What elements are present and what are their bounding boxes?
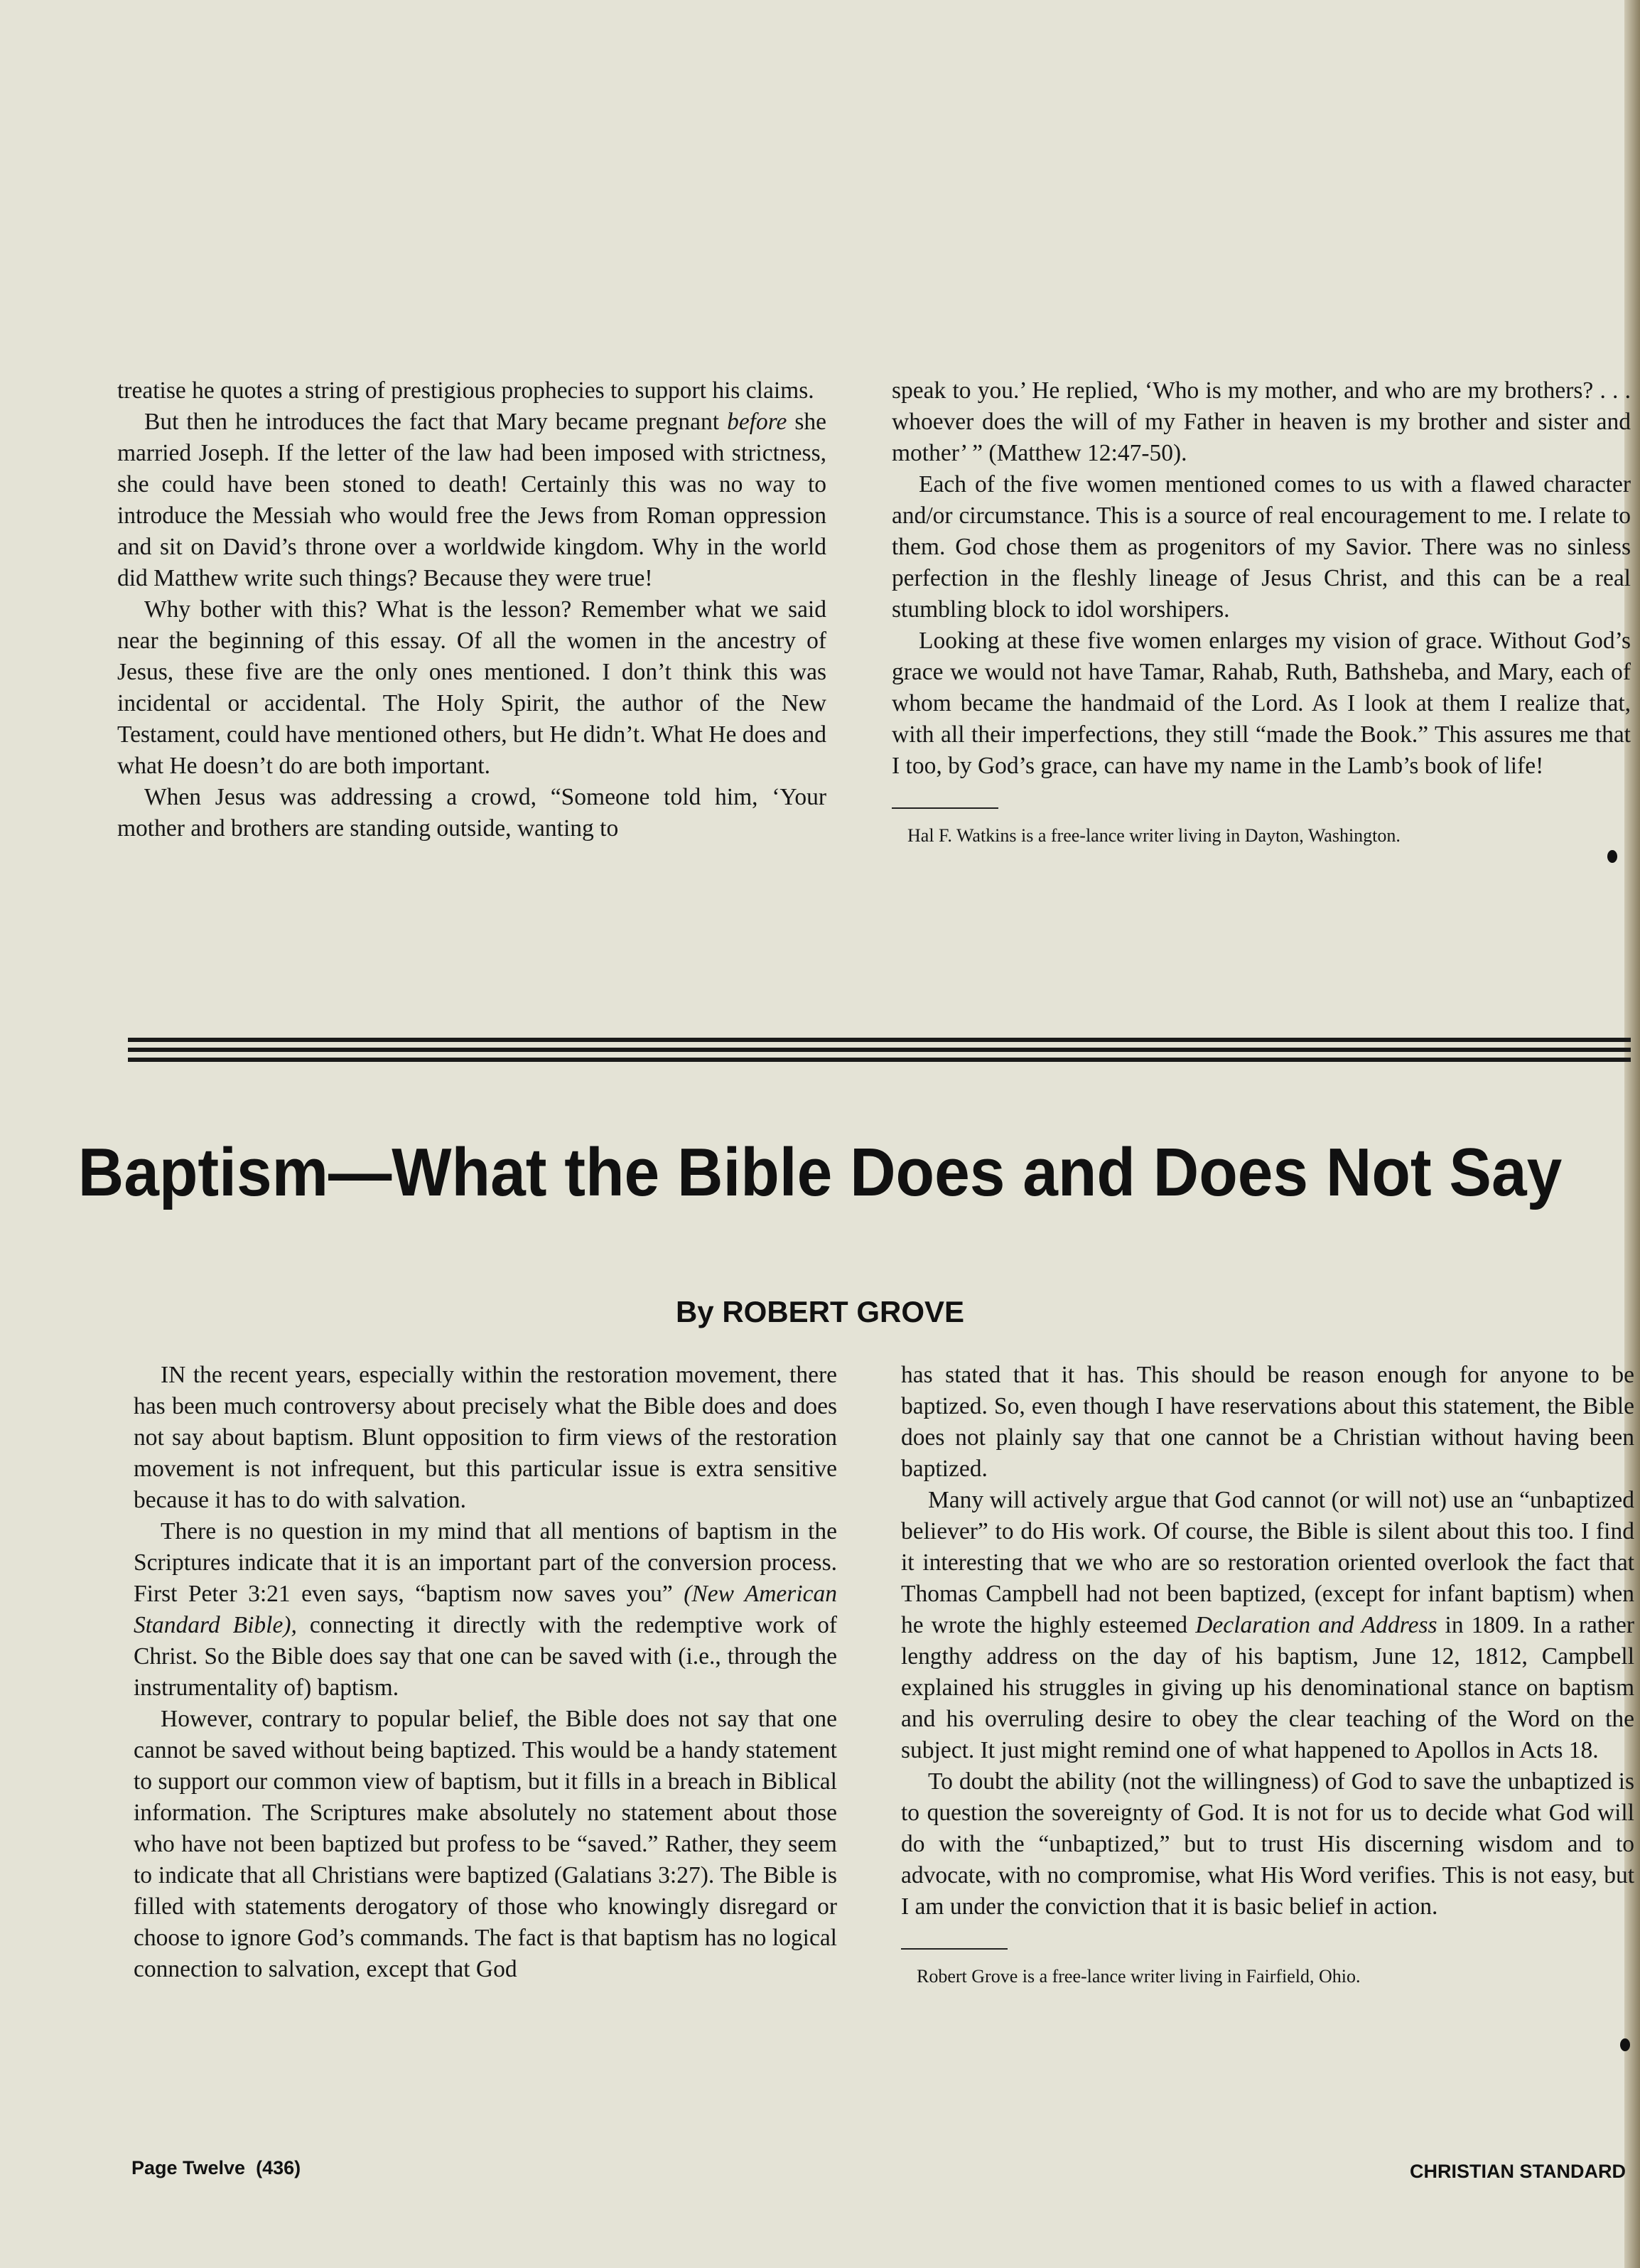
paragraph: treatise he quotes a string of prestigious prophecies to support his claims. — [117, 377, 814, 404]
paragraph: To doubt the ability (not the willingness) of God to save the unbaptized is to question the sovereignty of God. It is not for us to decide what God will do with the “unbaptized,” but to trust His discerning wisdom and to advocate, with no compromise, what His Word verifies. This is not easy, but I am under the conviction that it is basic belief in action. — [901, 1768, 1634, 1920]
paragraph: Each of the five women mentioned comes to us with a flawed character and/or circumstance. This is a source of real encouragement to me. I relate to them. God chose them as progenitors of my Savior. There was no sinless perfection in the fleshly lineage of Jesus Christ, and this can be a real stumbling block to idol worshipers. — [892, 471, 1631, 623]
article-headline: Baptism—What the Bible Does and Does Not Say — [77, 1134, 1563, 1210]
paragraph: Many will actively argue that God cannot (or will not) use an “unbaptized believer” to do His work. Of course, the Bible is silent about this too. I find it interesting that we who are so restoration oriented overlook the fact that Thomas Campbell had not been baptized, (except for infant baptism) when he wrote the highly esteemed Declaration and Address in 1809. In a rather lengthy address on the day of his baptism, June 12, 1812, Campbell explained his struggles in giving up his denominational stance on baptism and his overruling desire to obey the clear teaching of the Word on the subject. It just might remind one of what happened to Apollos in Acts 18. — [901, 1487, 1634, 1763]
paragraph: Looking at these five women enlarges my vision of grace. Without God’s grace we would not have Tamar, Rahab, Ruth, Bathsheba, and Mary, each of whom became the handmaid of the Lord. As I look at them I realize that, with all their imperfections, they still “made the Book.” This assures me that I too, by God’s grace, can have my name in the Lamb’s book of life! — [892, 628, 1631, 779]
bio-rule — [892, 807, 998, 809]
publication-name: CHRISTIAN STANDARD — [1410, 2161, 1626, 2182]
paragraph: Why bother with this? What is the lesson? Remember what we said near the beginning of this essay. Of all the women in the ancestry of Jesus, these five are the only ones mentioned. I don’t think this was incidental or accidental. The Holy Spirit, the author of the New Testament, could have mentioned others, but He didn’t. What He does and what He doesn’t do are both important. — [117, 596, 826, 779]
article-right-column — [901, 1360, 1634, 1988]
end-mark — [1620, 2038, 1630, 2051]
article-byline: By ROBERT GROVE — [675, 1295, 965, 1328]
paragraph: When Jesus was addressing a crowd, “Someone told him, ‘Your mother and brothers are standing outside, wanting to — [117, 784, 826, 842]
article-left-column — [134, 1360, 837, 1985]
paragraph: But then he introduces the fact that Mary became pregnant before she married Joseph. If the letter of the law had been imposed with strictness, she could have been stoned to death! Certainly this was no way to introduce the Messiah who would free the Jews from Roman oppression and sit on David’s throne over a worldwide kingdom. Why in the world did Matthew write such things? Because they were true! — [117, 409, 827, 591]
paragraph: There is no question in my mind that all mentions of baptism in the Scriptures indicate that it is an important part of the conversion process. First Peter 3:21 even says, “baptism now saves you” (New American Standard Bible), connecting it directly with the redemptive work of Christ. So the Bible does say that one can be saved with (i.e., through the instrumentality of) baptism. — [134, 1518, 837, 1701]
paragraph: IN the recent years, especially within the restoration movement, there has been much controversy about precisely what the Bible does and does not say about baptism. Blunt opposition to firm views of the restoration movement is not infrequent, but this particular issue is extra sensitive because it has to do with salvation. — [134, 1362, 837, 1513]
top-article-right-column — [892, 375, 1631, 847]
author-bio: Robert Grove is a free-lance writer living in Fairfield, Ohio. — [917, 1966, 1361, 1987]
paragraph: speak to you.’ He replied, ‘Who is my mother, and who are my brothers? . . . whoever does the will of my Father in heaven is my brother and sister and mother’ ” (Matthew 12:47-50). — [892, 377, 1631, 466]
paragraph: However, contrary to popular belief, the Bible does not say that one cannot be saved without being baptized. This would be a handy statement to support our common view of baptism, but it fills in a breach in Biblical information. The Scriptures make absolutely no statement about those who have not been baptized but profess to be “saved.” Rather, they seem to indicate that all Christians were baptized (Galatians 3:27). The Bible is filled with statements derogatory of those who knowingly disregard or choose to ignore God’s commands. The fact is that baptism has no logical connection to salvation, except that God — [134, 1706, 837, 1982]
end-mark — [1607, 850, 1617, 863]
section-divider — [128, 1038, 1631, 1068]
top-article-left-column — [117, 375, 826, 844]
bio-rule — [901, 1948, 1008, 1950]
paragraph: has stated that it has. This should be reason enough for anyone to be baptized. So, even though I have reservations about this statement, the Bible does not plainly say that one cannot be a Christian without having been baptized. — [901, 1362, 1634, 1482]
page-number: Page Twelve (436) — [131, 2157, 301, 2178]
author-bio: Hal F. Watkins is a free-lance writer living in Dayton, Washington. — [907, 825, 1401, 846]
